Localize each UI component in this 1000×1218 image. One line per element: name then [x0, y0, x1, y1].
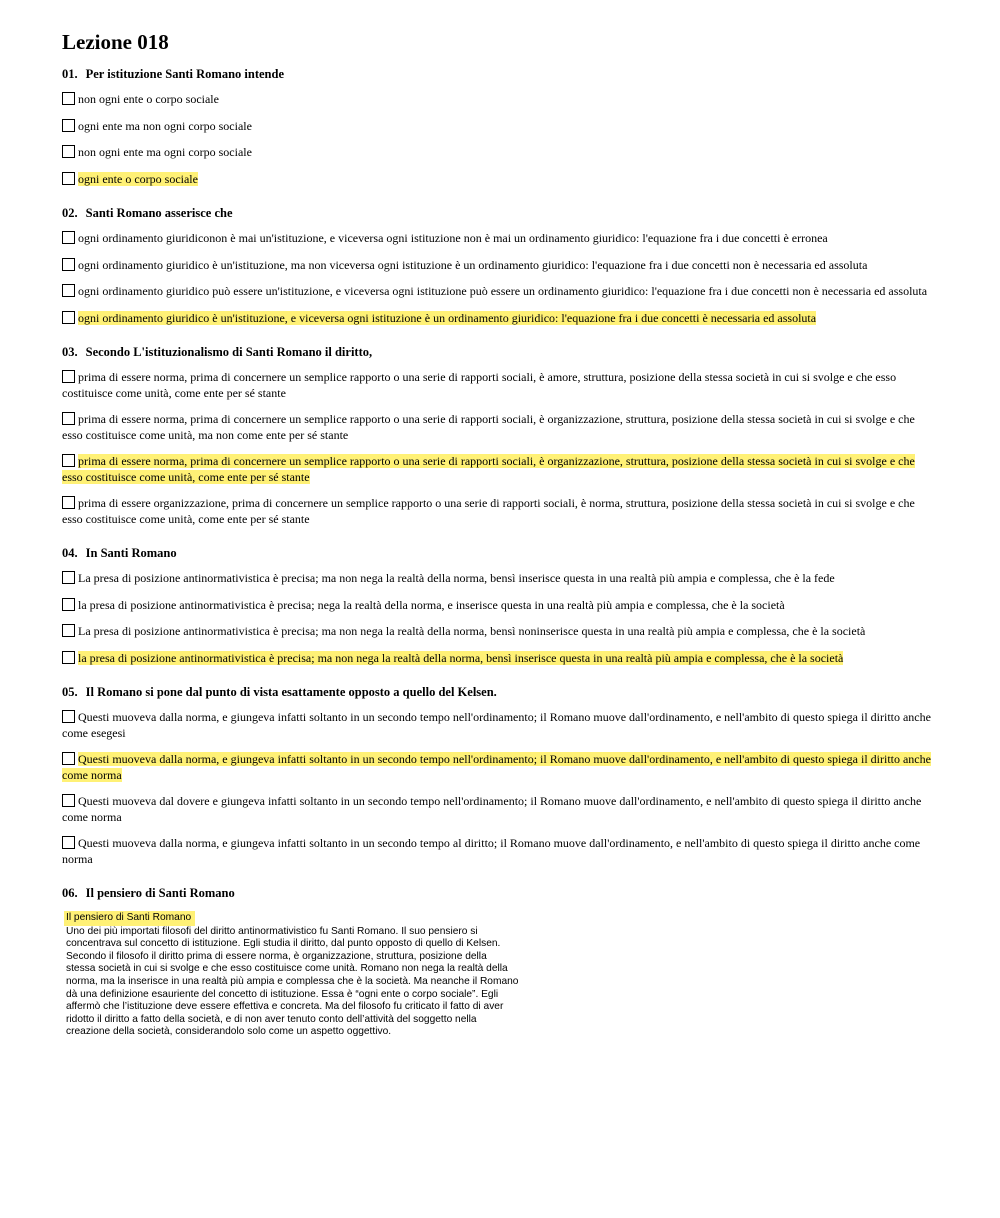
question-text: Per istituzione Santi Romano intende	[85, 67, 285, 81]
option-text: non ogni ente ma ogni corpo sociale	[78, 145, 252, 159]
option-text: la presa di posizione antinormativistica è precisa; nega la realtà della norma, e inserisce questa in una realtà più ampia e complessa, che è la società	[78, 597, 785, 612]
option-text: ogni ordinamento giuridico è un'istituzione, ma non viceversa ogni istituzione è un ordinamento giuridico: l'equazione fra i due concetti non è necessaria ed assoluta	[78, 257, 868, 272]
option-text: prima di essere organizzazione, prima di concernere un semplice rapporto o una serie di rapporti sociali, è norma, struttura, posizione della stessa società in cui si svolge e che esso costituisce come unità, come ente per sé stante	[62, 496, 915, 526]
checkbox[interactable]	[62, 284, 75, 297]
checkbox[interactable]	[62, 794, 75, 807]
essay-line: stessa società in cui si svolge e che esso costituisce come unità. Romano non nega la realtà della	[66, 963, 508, 975]
question-title	[62, 205, 936, 221]
question-number: 01.	[62, 67, 78, 81]
answer-option[interactable]	[62, 119, 936, 135]
option-list	[62, 710, 936, 867]
option-text: prima di essere norma, prima di concernere un semplice rapporto o una serie di rapporti sociali, è organizzazione, struttura, posizione della stessa società in cui si svolge e che esso costituisce come unità, ma non come ente per sé stante	[62, 412, 915, 442]
answer-option[interactable]	[62, 284, 936, 300]
essay-question	[62, 885, 936, 1039]
answer-option[interactable]	[62, 496, 936, 527]
checkbox[interactable]	[62, 752, 75, 765]
option-list	[62, 370, 936, 527]
checkbox[interactable]	[62, 370, 75, 383]
checkbox[interactable]	[62, 598, 75, 611]
checkbox[interactable]	[62, 651, 75, 664]
question-text: Secondo L'istituzionalismo di Santi Romano il diritto,	[85, 345, 373, 359]
answer-option-correct[interactable]	[62, 752, 936, 783]
document-page	[62, 28, 936, 1057]
essay-line: Secondo il filosofo il diritto prima di essere norma, è organizzazione, struttura, posizione della	[66, 950, 487, 962]
question-text: In Santi Romano	[85, 546, 177, 560]
question-1	[62, 66, 936, 187]
checkbox[interactable]	[62, 836, 75, 849]
option-list	[62, 92, 936, 187]
question-title	[62, 66, 936, 82]
question-title	[62, 545, 936, 561]
question-number: 06.	[62, 886, 78, 900]
option-text: ogni ordinamento giuridiconon è mai un'istituzione, e viceversa ogni istituzione non è mai un ordinamento giuridico: l'equazione fra i due concetti è erronea	[78, 231, 828, 245]
essay-line: concentrava sul concetto di istituzione. Egli studia il diritto, dal punto opposto di quello di Kelsen.	[66, 938, 501, 950]
question-3	[62, 344, 936, 527]
option-text: Questi muoveva dalla norma, e giungeva infatti soltanto in un secondo tempo al diritto; il Romano muove dall'ordinamento, e nell'ambito di questo spiega il diritto anche come norma	[62, 836, 921, 866]
checkbox[interactable]	[62, 119, 75, 132]
essay-line: dà una definizione esauriente del concetto di istituzione. Essa è “ogni ente o corpo sociale”. Egli	[66, 988, 499, 1000]
question-number: 05.	[62, 685, 78, 699]
answer-option-correct[interactable]	[62, 172, 936, 188]
essay-title: Il pensiero di Santi Romano	[64, 911, 195, 926]
option-text: Questi muoveva dalla norma, e giungeva infatti soltanto in un secondo tempo nell'ordinamento; il Romano muove dall'ordinamento, e nell'ambito di questo spiega il diritto anche come norma	[62, 752, 931, 782]
question-number: 03.	[62, 345, 78, 359]
question-title	[62, 684, 936, 700]
answer-option[interactable]	[62, 794, 936, 825]
answer-option[interactable]	[62, 836, 936, 867]
checkbox[interactable]	[62, 624, 75, 637]
answer-option[interactable]	[62, 258, 936, 274]
question-text: Il Romano si pone dal punto di vista esattamente opposto a quello del Kelsen.	[85, 685, 497, 699]
checkbox[interactable]	[62, 92, 75, 105]
option-text: prima di essere norma, prima di concernere un semplice rapporto o una serie di rapporti sociali, è organizzazione, struttura, posizione della stessa società in cui si svolge e che esso costituisce come unità, come ente per sé stante	[62, 454, 915, 484]
answer-option[interactable]	[62, 624, 936, 640]
question-list	[62, 66, 936, 867]
option-text: Questi muoveva dal dovere e giungeva infatti soltanto in un secondo tempo nell'ordinamento; il Romano muove dall'ordinamento, e nell'ambito di questo spiega il diritto anche come norma	[62, 794, 922, 824]
answer-option[interactable]	[62, 231, 936, 247]
question-number: 04.	[62, 546, 78, 560]
checkbox[interactable]	[62, 172, 75, 185]
answer-option[interactable]	[62, 145, 936, 161]
option-text: Questi muoveva dalla norma, e giungeva infatti soltanto in un secondo tempo nell'ordinamento; il Romano muove dall'ordinamento, e nell'ambito di questo spiega il diritto anche come esegesi	[62, 710, 931, 740]
essay-line: ridotto il diritto a fatto della società, e di non aver tenuto conto dell’attività del soggetto nella	[66, 1013, 477, 1025]
question-title	[62, 885, 936, 901]
checkbox[interactable]	[62, 412, 75, 425]
answer-option[interactable]	[62, 412, 936, 443]
question-text: Il pensiero di Santi Romano	[85, 886, 235, 900]
answer-option[interactable]	[62, 370, 936, 401]
option-text: ogni ordinamento giuridico è un'istituzione, e viceversa ogni istituzione è un ordinamento giuridico: l'equazione fra i due concetti è necessaria ed assoluta	[78, 310, 817, 325]
checkbox[interactable]	[62, 311, 75, 324]
option-text: La presa di posizione antinormativistica è precisa; ma non nega la realtà della norma, bensì noninserisce questa in una realtà più ampia e complessa, che è la società	[78, 624, 866, 638]
question-5	[62, 684, 936, 867]
answer-option[interactable]	[62, 571, 936, 587]
lesson-title: Lezione 018	[62, 30, 169, 54]
option-list	[62, 231, 936, 326]
checkbox[interactable]	[62, 571, 75, 584]
question-title	[62, 344, 936, 360]
option-text: ogni ente o corpo sociale	[78, 171, 198, 186]
option-text: ogni ordinamento giuridico può essere un'istituzione, e viceversa ogni istituzione può essere un ordinamento giuridico: l'equazione fra i due concetti non è necessaria ed assoluta	[78, 284, 928, 298]
answer-option-correct[interactable]	[62, 651, 936, 667]
question-2	[62, 205, 936, 326]
answer-option-correct[interactable]	[62, 454, 936, 485]
answer-option[interactable]	[62, 710, 936, 741]
checkbox[interactable]	[62, 231, 75, 244]
option-list	[62, 571, 936, 666]
essay-line: Uno dei più importati filosofi del diritto antinormativistico fu Santi Romano. Il suo pensiero si	[66, 925, 478, 937]
answer-option[interactable]	[62, 92, 936, 108]
question-number: 02.	[62, 206, 78, 220]
essay-body	[66, 926, 581, 1039]
answer-option[interactable]	[62, 598, 936, 614]
essay-line: creazione della società, considerandolo solo come un aspetto oggettivo.	[66, 1026, 392, 1038]
option-text: non ogni ente o corpo sociale	[78, 92, 219, 106]
checkbox[interactable]	[62, 454, 75, 467]
option-text: La presa di posizione antinormativistica è precisa; ma non nega la realtà della norma, bensì inserisce questa in una realtà più ampia e complessa, che è la fede	[78, 571, 835, 585]
essay-line: affermò che l’istituzione deve essere effettiva e concreta. Ma del filosofo fu criticato il fatto di aver	[66, 1001, 504, 1013]
option-text: ogni ente ma non ogni corpo sociale	[78, 118, 252, 133]
option-text: prima di essere norma, prima di concernere un semplice rapporto o una serie di rapporti sociali, è amore, struttura, posizione della stessa società in cui si svolge e che esso costituisce come unità, come ente per sé stante	[62, 370, 897, 400]
essay-line: norma, ma la inserisce in una realtà più ampia e complessa che è la società. Ma neanche il Romano	[66, 975, 519, 987]
checkbox[interactable]	[62, 258, 75, 271]
essay-answer	[62, 911, 581, 1039]
option-text: la presa di posizione antinormativistica è precisa; ma non nega la realtà della norma, bensì inserisce questa in una realtà più ampia e complessa, che è la società	[78, 650, 844, 665]
answer-option-correct[interactable]	[62, 311, 936, 327]
checkbox[interactable]	[62, 145, 75, 158]
checkbox[interactable]	[62, 496, 75, 509]
checkbox[interactable]	[62, 710, 75, 723]
question-4	[62, 545, 936, 666]
question-text: Santi Romano asserisce che	[85, 206, 233, 220]
